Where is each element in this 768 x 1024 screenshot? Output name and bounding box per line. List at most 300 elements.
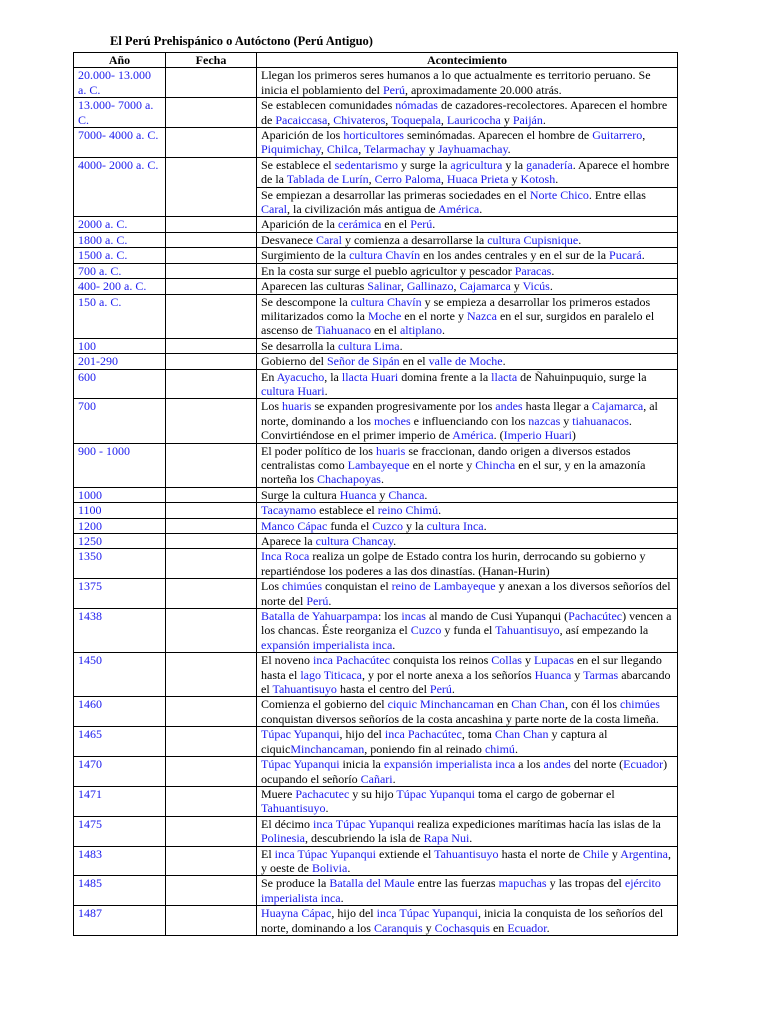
event-text: del norte (: [570, 757, 624, 772]
table-row: [74, 279, 678, 294]
event-text: a los: [515, 757, 544, 772]
event-link[interactable]: Rapa Nui: [423, 831, 470, 846]
event-link[interactable]: inca Pachacútec: [384, 727, 462, 742]
event-link[interactable]: expansión imperialista inca: [261, 637, 393, 652]
date-cell: [166, 697, 257, 727]
event-link[interactable]: inca Pachacútec: [313, 653, 390, 668]
event-text: Los: [261, 579, 282, 594]
event-text: Aparición de la: [261, 217, 338, 232]
year-cell[interactable]: 1800 a. C.: [74, 232, 166, 247]
event-link[interactable]: Cuzco: [372, 518, 403, 533]
event-text: ,: [385, 112, 392, 127]
event-cell: [257, 906, 678, 936]
event-text: .: [641, 248, 645, 263]
document-title: El Perú Prehispánico o Autóctono (Perú Antiguo): [110, 34, 373, 48]
event-link[interactable]: Nazca: [466, 308, 497, 323]
date-cell: [166, 98, 257, 128]
event-text: y: [422, 920, 435, 935]
date-cell: [166, 549, 257, 579]
event-text: .: [347, 860, 351, 875]
year-cell[interactable]: 100: [74, 338, 166, 353]
year-cell[interactable]: 1487: [74, 906, 166, 936]
event-link[interactable]: Paracas: [514, 263, 552, 278]
event-text: Muere: [261, 786, 296, 801]
event-link[interactable]: Chile: [582, 846, 609, 861]
event-link[interactable]: Kotosh: [520, 172, 556, 187]
event-link[interactable]: Pucará: [609, 248, 642, 263]
event-link[interactable]: Caral: [315, 232, 342, 247]
event-link[interactable]: Toquepala: [391, 112, 441, 127]
date-cell: [166, 443, 257, 487]
event-link[interactable]: Perú: [410, 217, 433, 232]
event-link[interactable]: Telarmachay: [364, 142, 426, 157]
event-link[interactable]: Moche: [367, 308, 402, 323]
event-text: ) ocupando el señorío: [261, 757, 668, 786]
event-text: .: [479, 202, 483, 217]
year-cell[interactable]: 2000 a. C.: [74, 217, 166, 232]
event-link[interactable]: huaris: [375, 443, 406, 458]
event-text: conquistan diversos señoríos de la costa ancashina y parte norte de la costa limeña.: [261, 711, 659, 726]
event-link[interactable]: Paiján: [512, 112, 543, 127]
event-link[interactable]: América: [437, 202, 480, 217]
event-link[interactable]: Lambayeque: [347, 457, 410, 472]
event-text: ,: [358, 142, 365, 157]
event-text: y la: [502, 157, 527, 172]
event-text: .: [432, 217, 436, 232]
table-row: [74, 248, 678, 263]
table-row: [74, 354, 678, 369]
event-text: .: [399, 338, 403, 353]
event-text: Aparece la: [261, 534, 316, 548]
event-link[interactable]: chimú: [484, 741, 515, 756]
table-row: [74, 232, 678, 247]
year-cell[interactable]: 1250: [74, 534, 166, 549]
event-link[interactable]: Chilca: [326, 142, 359, 157]
date-cell: [166, 609, 257, 653]
event-text: y captura al ciquic: [261, 727, 608, 756]
event-link[interactable]: Chanca: [388, 487, 425, 502]
event-cell: [257, 487, 678, 502]
event-text: .: [393, 534, 397, 548]
event-link[interactable]: Tahuantisuyo: [272, 682, 337, 697]
year-cell[interactable]: 150 a. C.: [74, 294, 166, 338]
event-cell: [257, 369, 678, 399]
year-cell[interactable]: 900 - 1000: [74, 443, 166, 487]
year-cell[interactable]: 1460: [74, 697, 166, 727]
year-cell[interactable]: 1470: [74, 757, 166, 787]
event-link[interactable]: inca Túpac Yupanqui: [376, 906, 478, 921]
event-link[interactable]: Chan Chan: [511, 697, 565, 712]
event-cell: [257, 157, 678, 187]
event-text: ,: [440, 112, 447, 127]
event-link[interactable]: cultura Chavín: [349, 248, 421, 263]
event-link[interactable]: Perú: [429, 682, 452, 697]
event-link[interactable]: inca Túpac Yupanqui: [312, 816, 415, 831]
event-text: .: [424, 487, 428, 502]
event-cell: [257, 549, 678, 579]
event-text: .: [438, 503, 442, 518]
event-link[interactable]: nómadas: [395, 98, 438, 113]
event-link[interactable]: andes: [543, 757, 571, 772]
date-cell: [166, 263, 257, 278]
event-text: .: [578, 232, 582, 247]
table-row: [74, 906, 678, 936]
date-cell: [166, 487, 257, 502]
event-text: , toma: [461, 727, 495, 742]
table-row: [74, 128, 678, 158]
event-link[interactable]: Chan Chan: [494, 727, 549, 742]
event-text: , y oeste de: [261, 846, 671, 875]
event-link[interactable]: Pachacutec: [295, 786, 350, 801]
date-cell: [166, 369, 257, 399]
event-text: . Entre ellas: [588, 187, 646, 202]
date-cell: [166, 279, 257, 294]
table-row: [74, 786, 678, 816]
year-cell[interactable]: 1471: [74, 786, 166, 816]
event-cell: [257, 653, 678, 697]
event-cell: [257, 338, 678, 353]
date-cell: [166, 653, 257, 697]
event-link[interactable]: cerámica: [337, 217, 382, 232]
table-row: [74, 816, 678, 846]
event-text: , hijo del: [331, 906, 377, 921]
event-cell: [257, 609, 678, 653]
year-cell[interactable]: 1483: [74, 846, 166, 876]
event-cell: [257, 579, 678, 609]
event-text: realiza un golpe de Estado contra los hurin, derrocando su gobierno y repartiéndose los poderes a las dos dinastías. (Hanan-Hurin): [261, 549, 646, 578]
event-link[interactable]: Lauricocha: [446, 112, 501, 127]
event-text: y: [425, 142, 438, 157]
event-link[interactable]: Collas: [491, 653, 522, 668]
event-link[interactable]: Vicús: [522, 279, 550, 294]
event-cell: [257, 846, 678, 876]
event-link[interactable]: Tablada de Lurín: [286, 172, 369, 187]
event-cell: [257, 816, 678, 846]
event-text: y: [508, 172, 521, 187]
event-link[interactable]: Batalla de Yahuarpampa: [261, 609, 378, 624]
event-link[interactable]: cultura Huari: [261, 383, 325, 398]
event-text: al mando de Cusi Yupanqui (: [425, 609, 569, 624]
event-text: conquistan el: [322, 579, 392, 594]
event-text: se fraccionan, dando origen a diversos estados centralistas como: [261, 443, 631, 472]
event-link[interactable]: Cajamarca: [591, 399, 644, 414]
event-cell: [257, 757, 678, 787]
event-link[interactable]: Norte Chico: [529, 187, 589, 202]
year-cell[interactable]: 1350: [74, 549, 166, 579]
table-row: [74, 518, 678, 533]
year-cell[interactable]: 1450: [74, 653, 166, 697]
event-link[interactable]: Caral: [261, 202, 287, 217]
event-link[interactable]: Tiahuanaco: [315, 323, 371, 338]
event-link[interactable]: Chachapoyas: [317, 472, 381, 487]
event-text: .: [507, 142, 511, 157]
event-link[interactable]: cultura Chavín: [350, 294, 422, 309]
event-link[interactable]: Minchancaman: [290, 741, 365, 756]
date-cell: [166, 157, 257, 217]
event-link[interactable]: cultura Chancay: [315, 534, 394, 548]
event-text: de cazadores-recolectores. Aparecen el hombre de: [261, 98, 668, 127]
year-cell[interactable]: 1375: [74, 579, 166, 609]
event-link[interactable]: andes: [495, 399, 523, 414]
year-cell[interactable]: 1465: [74, 727, 166, 757]
event-text: .: [546, 920, 550, 935]
event-text: .: [441, 323, 445, 338]
event-text: Se produce la: [261, 876, 330, 891]
event-text: en el sur, y en la amazonía norteña los: [261, 457, 646, 487]
event-link[interactable]: reino Chimú: [377, 503, 439, 518]
event-link[interactable]: inca Túpac Yupanqui: [274, 846, 376, 861]
event-link[interactable]: reino de Lambayeque: [391, 579, 496, 594]
year-cell[interactable]: 600: [74, 369, 166, 399]
event-text: , poniendo fin al reinado: [364, 741, 485, 756]
event-link[interactable]: Inca Roca: [261, 549, 310, 564]
event-link[interactable]: ciquic Minchancaman: [387, 697, 494, 712]
year-cell[interactable]: 1200: [74, 518, 166, 533]
event-text: en: [489, 920, 508, 935]
date-cell: [166, 503, 257, 518]
event-link[interactable]: Cajamarca: [459, 279, 511, 294]
year-cell[interactable]: 1000: [74, 487, 166, 502]
event-text: El noveno: [261, 653, 313, 668]
event-link[interactable]: Cañari: [360, 771, 393, 786]
event-link[interactable]: Túpac Yupanqui: [261, 727, 340, 742]
event-link[interactable]: llacta Huari: [341, 369, 399, 384]
event-link[interactable]: Bolivia: [311, 860, 348, 875]
table-row: [74, 549, 678, 579]
event-link[interactable]: altiplano: [399, 323, 442, 338]
year-cell[interactable]: 13.000- 7000 a. C.: [74, 98, 166, 128]
event-link[interactable]: agricultura: [450, 157, 503, 172]
event-link[interactable]: Ecuador: [623, 757, 664, 772]
table-row: [74, 294, 678, 338]
event-text: En la costa sur surge el pueblo agricultor y pescador: [261, 263, 515, 278]
event-text: y: [500, 112, 513, 127]
event-text: Aparecen las culturas: [261, 279, 368, 294]
event-text: Se descompone la: [261, 294, 351, 309]
table-row: [74, 399, 678, 443]
event-link[interactable]: valle de Moche: [428, 354, 503, 369]
event-link[interactable]: Huanca: [339, 487, 377, 502]
event-link[interactable]: Cerro Paloma: [374, 172, 441, 187]
event-text: en los andes centrales y en el sur de la: [420, 248, 610, 263]
date-cell: [166, 354, 257, 369]
event-text: .: [380, 472, 384, 487]
event-text: El poder político de los: [261, 443, 376, 458]
year-cell[interactable]: 700: [74, 399, 166, 443]
event-text: , al norte, dominando a los: [261, 399, 658, 428]
event-text: ) vencen a los chancas. Éste reorganiza el: [261, 609, 672, 638]
event-link[interactable]: expansión imperialista inca: [383, 757, 516, 772]
event-text: .: [469, 831, 473, 846]
event-text: .: [392, 771, 396, 786]
event-cell: [257, 68, 678, 98]
year-cell[interactable]: 1438: [74, 609, 166, 653]
date-cell: [166, 294, 257, 338]
event-text: Surgimiento de la: [261, 248, 350, 263]
event-text: , con él los: [564, 697, 620, 712]
date-cell: [166, 727, 257, 757]
event-link[interactable]: América: [452, 428, 494, 443]
event-text: y: [608, 846, 621, 861]
event-text: y funda el: [441, 623, 496, 638]
table-row: [74, 487, 678, 502]
date-cell: [166, 579, 257, 609]
event-link[interactable]: Huanca: [534, 667, 572, 682]
event-link[interactable]: Batalla del Maule: [329, 876, 415, 891]
table-row: [74, 876, 678, 906]
event-text: . (: [493, 428, 504, 443]
year-cell[interactable]: 1475: [74, 816, 166, 846]
year-cell[interactable]: 4000- 2000 a. C.: [74, 157, 166, 217]
event-link[interactable]: horticultores: [343, 128, 404, 143]
event-text: Surge la cultura: [261, 487, 340, 502]
event-link[interactable]: Ayacucho: [276, 369, 325, 384]
event-link[interactable]: Tahuantisuyo: [434, 846, 499, 861]
event-link[interactable]: mapuchas: [498, 876, 547, 891]
event-link[interactable]: tiahuanacos: [572, 413, 629, 428]
event-cell: [257, 217, 678, 232]
event-link[interactable]: Chincha: [475, 457, 516, 472]
year-cell[interactable]: 400- 200 a. C.: [74, 279, 166, 294]
event-link[interactable]: Imperio Huari: [503, 428, 572, 443]
event-text: Llegan los primeros seres humanos a lo que actualmente es territorio peruano. Se inicia el poblamiento del: [261, 68, 651, 97]
header-year: Año: [74, 53, 166, 68]
event-link[interactable]: Señor de Sipán: [326, 354, 400, 369]
event-link[interactable]: Guitarrero: [592, 128, 643, 143]
event-text: toma el cargo de gobernar el: [474, 786, 615, 801]
year-cell[interactable]: 1500 a. C.: [74, 248, 166, 263]
table-row: [74, 263, 678, 278]
event-text: Se empiezan a desarrollar las primeras sociedades en el: [261, 187, 530, 202]
event-text: . Convirtiéndose en el primer imperio de: [261, 413, 632, 443]
event-link[interactable]: cultura Inca: [426, 518, 484, 533]
event-link[interactable]: Perú: [382, 82, 405, 97]
event-cell: [257, 279, 678, 294]
event-text: en el norte y: [401, 308, 467, 323]
date-cell: [166, 217, 257, 232]
event-link[interactable]: Tarmas: [583, 667, 619, 682]
event-text: hasta el norte de: [498, 846, 583, 861]
event-link[interactable]: Gallinazo: [406, 279, 454, 294]
event-text: , así empezando la: [559, 623, 649, 638]
event-link[interactable]: Manco Cápac: [261, 518, 328, 533]
date-cell: [166, 232, 257, 247]
event-link[interactable]: Tahuantisuyo: [261, 801, 326, 816]
event-text: .: [555, 172, 559, 187]
event-link[interactable]: cultura Cupisnique: [487, 232, 579, 247]
event-link[interactable]: chimúes: [282, 579, 322, 594]
event-link[interactable]: Caranquis: [373, 920, 423, 935]
event-link[interactable]: Pachacútec: [568, 609, 623, 624]
event-link[interactable]: Cochasquis: [434, 920, 490, 935]
event-text: en el: [381, 217, 411, 232]
event-link[interactable]: cultura Lima: [337, 338, 400, 353]
event-link[interactable]: Perú: [306, 593, 329, 608]
table-row: [74, 217, 678, 232]
event-link[interactable]: chimúes: [619, 697, 660, 712]
event-link[interactable]: llacta: [491, 369, 518, 384]
event-link[interactable]: ganadería: [526, 157, 573, 172]
table-row: [74, 846, 678, 876]
event-link[interactable]: Chivateros: [333, 112, 386, 127]
event-text: en el sur, surgidos en paralelo el ascenso de: [261, 308, 655, 338]
table-row: [74, 609, 678, 653]
table-row: [74, 68, 678, 98]
event-cell: [257, 443, 678, 487]
event-text: abarcando el: [261, 667, 671, 697]
event-text: en el sur llegando hasta el: [261, 653, 662, 682]
event-link[interactable]: moches: [373, 413, 411, 428]
event-cell: [257, 399, 678, 443]
year-cell[interactable]: 1100: [74, 503, 166, 518]
date-cell: [166, 128, 257, 158]
event-text: ): [571, 428, 576, 443]
event-text: seminómadas. Aparecen el hombre de: [403, 128, 593, 143]
event-link[interactable]: nazcas: [528, 413, 561, 428]
year-cell[interactable]: 20.000- 13.000 a. C.: [74, 68, 166, 98]
event-cell: [257, 727, 678, 757]
event-link[interactable]: Lupacas: [533, 653, 574, 668]
event-link[interactable]: Túpac Yupanqui: [396, 786, 475, 801]
event-text: y anexan a los diversos señoríos del norte del: [261, 579, 671, 608]
year-cell[interactable]: 700 a. C.: [74, 263, 166, 278]
event-link[interactable]: Ecuador: [507, 920, 547, 935]
event-text: en: [493, 697, 512, 712]
event-link[interactable]: Tacaynamo: [261, 503, 317, 518]
event-link[interactable]: sedentarismo: [334, 157, 398, 172]
event-link[interactable]: incas: [401, 609, 426, 624]
event-text: El décimo: [261, 816, 313, 831]
event-link[interactable]: Tahuantisuyo: [495, 623, 560, 638]
event-text: de Ñahuinpuquio, surge la: [517, 369, 647, 384]
event-text: , inicia la conquista de los señoríos del norte, dominando a los: [261, 906, 664, 935]
event-link[interactable]: ejército imperialista inca: [261, 876, 661, 905]
event-link[interactable]: lago Titicaca: [300, 667, 362, 682]
event-text: Gobierno del: [261, 354, 327, 369]
date-cell: [166, 399, 257, 443]
event-text: ,: [368, 172, 375, 187]
event-link[interactable]: Piquimichay: [261, 142, 321, 157]
event-link[interactable]: Cuzco: [410, 623, 442, 638]
event-link[interactable]: Argentina: [620, 846, 668, 861]
year-cell[interactable]: 7000- 4000 a. C.: [74, 128, 166, 158]
year-cell[interactable]: 1485: [74, 876, 166, 906]
event-text: .: [325, 801, 329, 816]
event-text: : los: [377, 609, 402, 624]
event-text: .: [549, 279, 553, 294]
event-text: .: [392, 637, 396, 652]
event-link[interactable]: Huayna Cápac: [261, 906, 332, 921]
event-text: funda el: [327, 518, 373, 533]
event-link[interactable]: Jayhuamachay: [437, 142, 508, 157]
date-cell: [166, 816, 257, 846]
event-link[interactable]: Túpac Yupanqui: [261, 757, 340, 772]
year-cell[interactable]: 201-290: [74, 354, 166, 369]
event-link[interactable]: huaris: [282, 399, 312, 414]
table-row: [74, 503, 678, 518]
event-link[interactable]: Salinar: [367, 279, 401, 294]
event-link[interactable]: Huaca Prieta: [446, 172, 509, 187]
event-cell: [257, 294, 678, 338]
event-text: .: [328, 593, 332, 608]
event-link[interactable]: Polinesia: [261, 831, 305, 846]
event-text: .: [324, 383, 328, 398]
event-text: inicia la: [339, 757, 384, 772]
event-text: y: [560, 413, 573, 428]
event-cell: [257, 534, 678, 549]
event-text: ,: [327, 112, 334, 127]
event-link[interactable]: Pacaiccasa: [275, 112, 328, 127]
